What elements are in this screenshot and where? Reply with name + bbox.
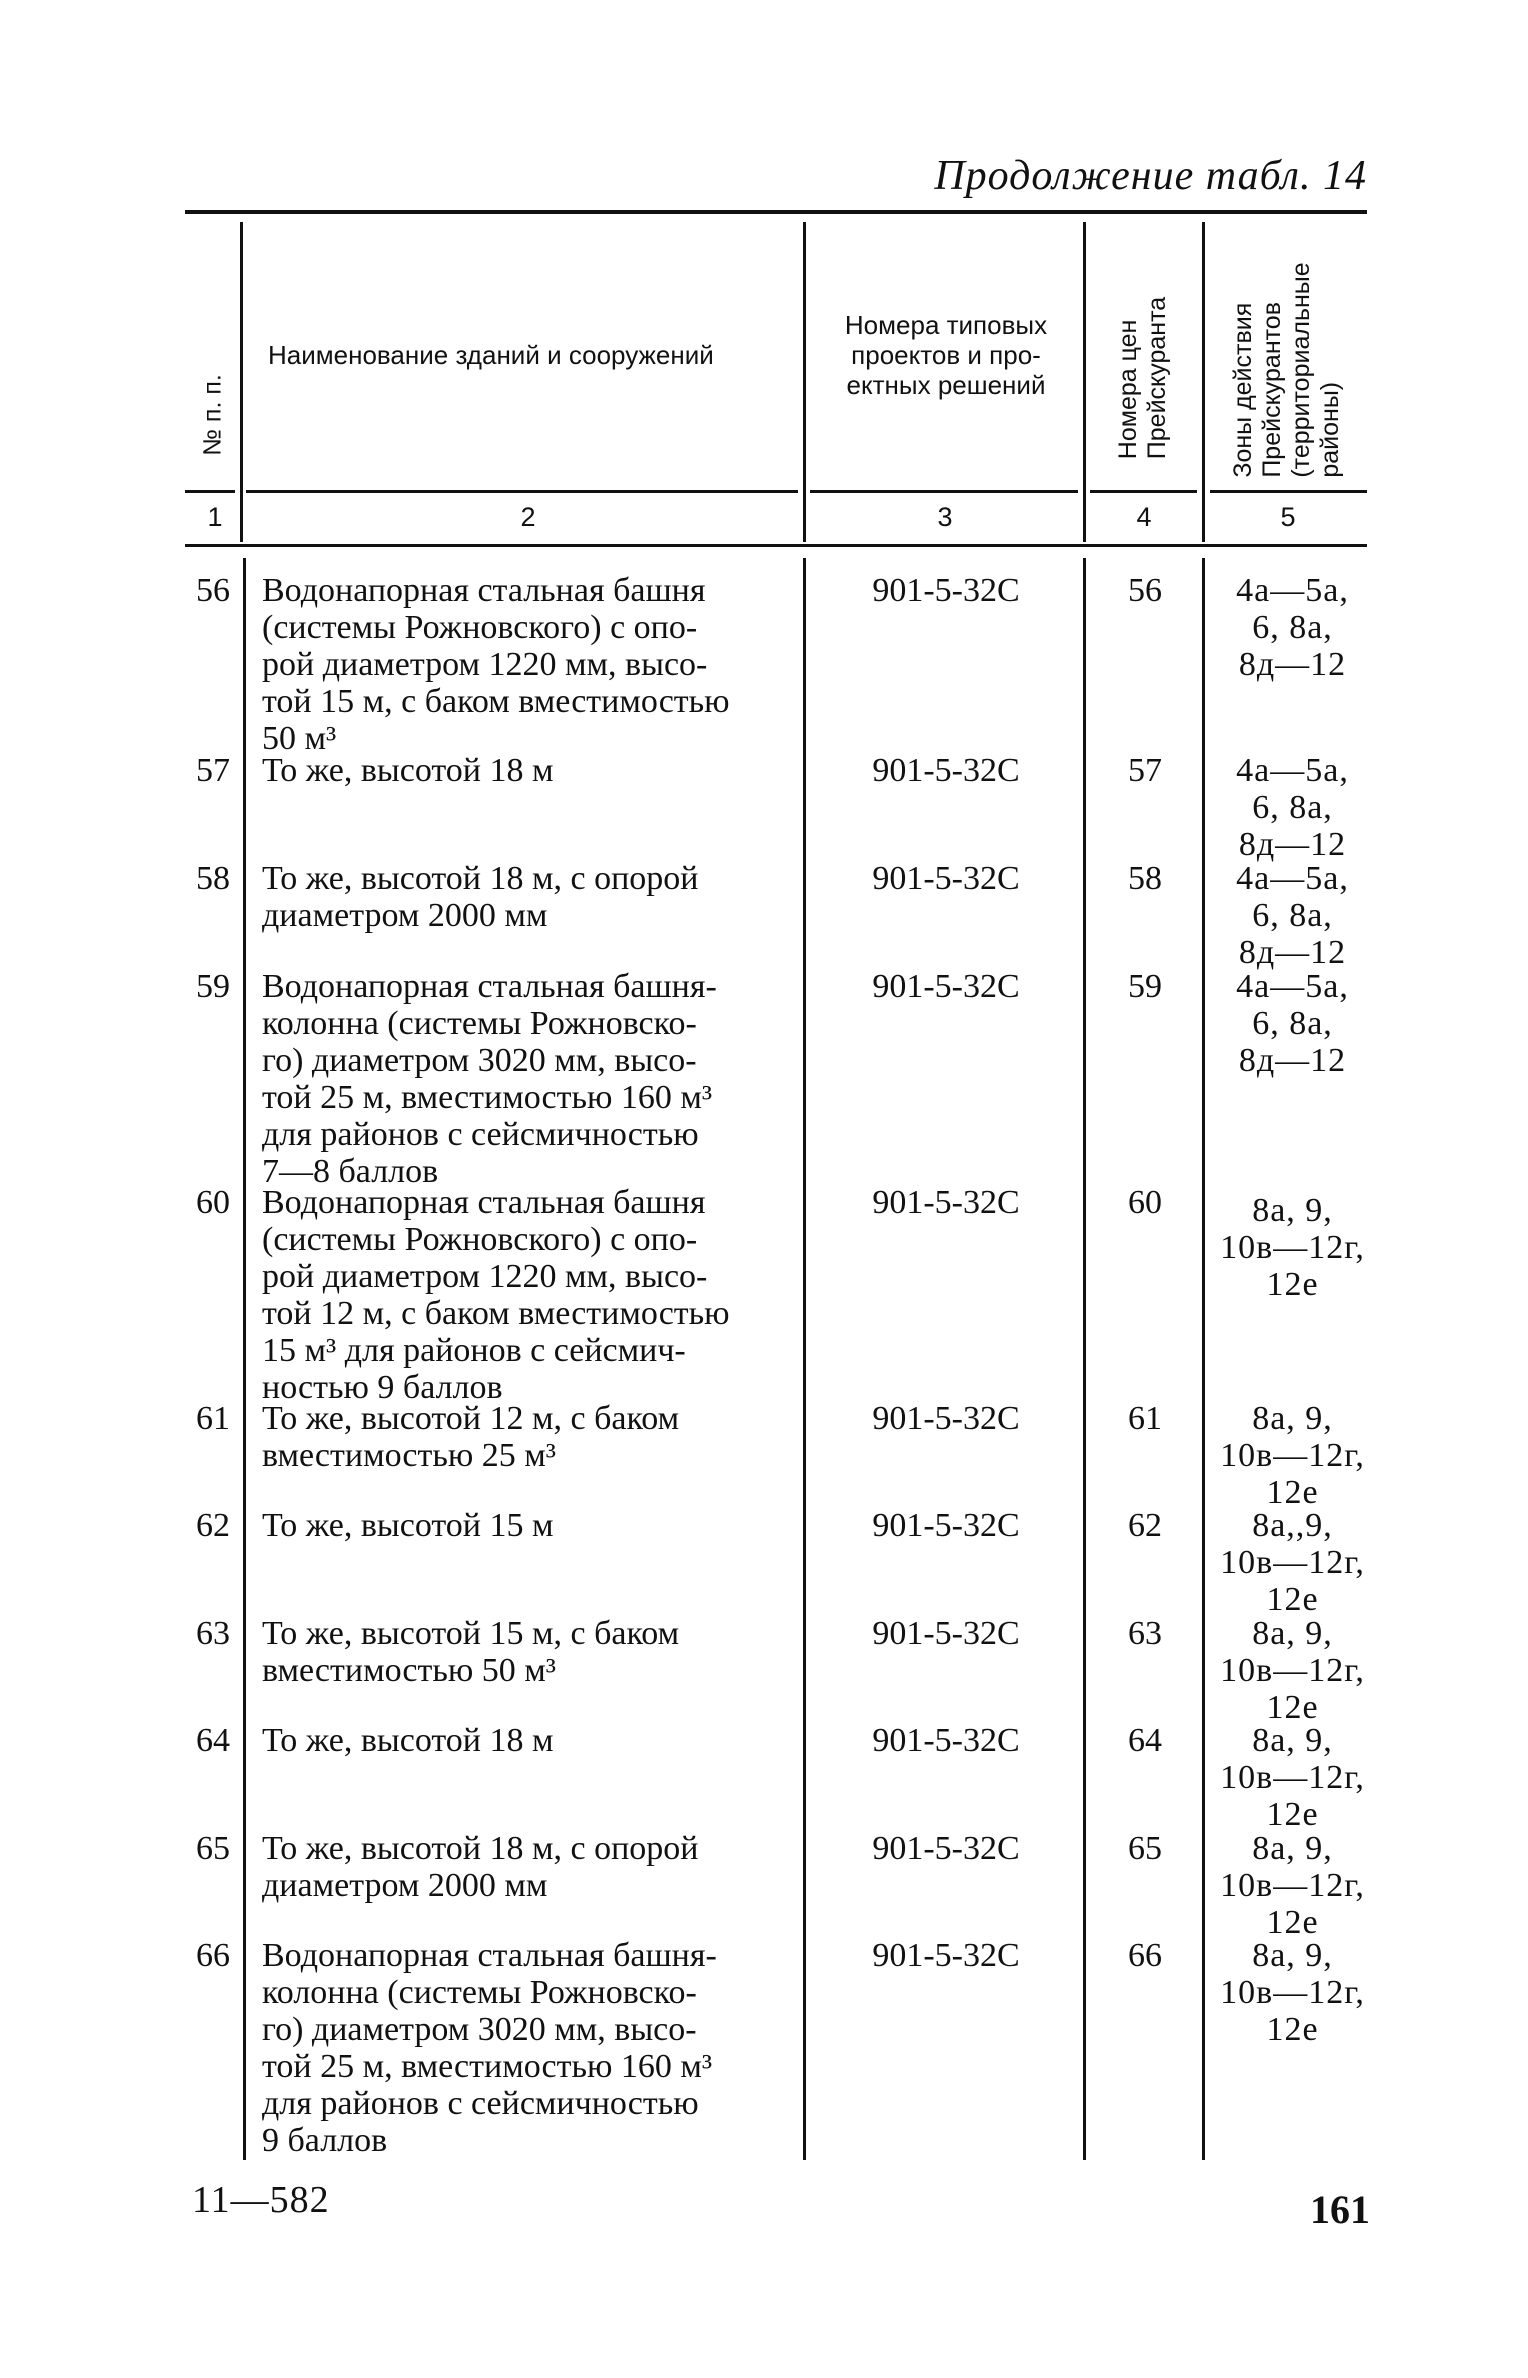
body-separator-1 [243, 558, 246, 2160]
building-name [262, 1937, 797, 2159]
price-number: 62 [1128, 1507, 1162, 1544]
building-name-line: То же, высотой 18 м [262, 752, 554, 789]
building-name [262, 572, 797, 757]
row-number: 61 [196, 1400, 230, 1437]
zone-line: 6, 8а, [1252, 897, 1333, 934]
row-number: 57 [196, 752, 230, 789]
building-name [262, 1615, 797, 1689]
building-name-line: той 25 м, вместимостью 160 м³ [262, 2048, 713, 2085]
header-col5-line: Зоны действия [1229, 302, 1257, 478]
price-number: 60 [1128, 1184, 1162, 1221]
header-bottom-rule [810, 490, 1078, 493]
zone-line: 12е [1266, 1904, 1319, 1941]
zone-line: 8д—12 [1238, 826, 1347, 863]
zone-line: 4а—5а, [1236, 572, 1349, 609]
zone-line: 10в—12г, [1220, 1437, 1365, 1474]
zone-line: 8д—12 [1238, 646, 1347, 683]
building-name-line: го) диаметром 3020 мм, высо- [262, 2011, 697, 2048]
zone-line: 8д—12 [1238, 1042, 1347, 1079]
price-number: 63 [1128, 1615, 1162, 1652]
header-col1: № п. п. [198, 374, 227, 456]
zone-line: 10в—12г, [1220, 1544, 1365, 1581]
building-name [262, 1830, 797, 1904]
building-name [262, 860, 797, 934]
zone-line: 8а, 9, [1252, 1400, 1333, 1437]
zone-line: 6, 8а, [1252, 1005, 1333, 1042]
price-number: 59 [1128, 968, 1162, 1005]
building-name-line: То же, высотой 18 м, с опорой [262, 1830, 699, 1867]
header-bottom-rule [185, 490, 235, 493]
header-col4-line: Прейскуранта [1143, 296, 1171, 460]
building-name-line: диаметром 2000 мм [262, 897, 548, 934]
zone-cell [1210, 968, 1375, 1079]
building-name [262, 1184, 797, 1406]
building-name [262, 1400, 797, 1474]
zone-cell [1210, 752, 1375, 863]
body-separator-4 [1202, 558, 1205, 2160]
zone-cell [1210, 1400, 1375, 1511]
project-code: 901-5-32С [872, 860, 1020, 897]
header-separator-3 [1083, 222, 1086, 542]
column-number: 1 [207, 502, 223, 532]
building-name-line: Водонапорная стальная башня- [262, 968, 717, 1005]
row-number: 65 [196, 1830, 230, 1867]
price-number: 61 [1128, 1400, 1162, 1437]
zone-cell [1210, 1615, 1375, 1726]
zone-cell [1210, 1722, 1375, 1833]
building-name-line: той 15 м, с баком вместимостью [262, 683, 730, 720]
building-name-line: рой диаметром 1220 мм, высо- [262, 646, 708, 683]
row-number: 62 [196, 1507, 230, 1544]
continuation-caption: Продолжение табл. 14 [934, 153, 1367, 199]
header-col5-line: (территориальные [1287, 262, 1315, 478]
header-col2: Наименование зданий и сооружений [268, 340, 714, 370]
column-number-rule [185, 544, 1367, 547]
project-code: 901-5-32С [872, 1615, 1020, 1652]
price-number: 64 [1128, 1722, 1162, 1759]
building-name-line: (системы Рожновского) с опо- [262, 609, 698, 646]
building-name-line: ностью 9 баллов [262, 1369, 503, 1406]
table-top-rule [185, 210, 1367, 214]
header-col5 [1229, 262, 1345, 477]
header-col3-line: проектов и про- [851, 340, 1041, 370]
building-name-line: То же, высотой 18 м [262, 1722, 554, 1759]
building-name-line: той 25 м, вместимостью 160 м³ [262, 1079, 713, 1116]
building-name-line: То же, высотой 12 м, с баком [262, 1400, 680, 1437]
header-col3 [812, 310, 1080, 400]
footer-print-code: 11—582 [192, 2179, 330, 2221]
building-name-line: 7—8 баллов [262, 1153, 439, 1190]
building-name [262, 968, 797, 1190]
zone-line: 4а—5а, [1236, 752, 1349, 789]
zone-line: 4а—5а, [1236, 860, 1349, 897]
header-bottom-rule [1210, 490, 1367, 493]
project-code: 901-5-32С [872, 1184, 1020, 1221]
column-number: 3 [937, 502, 953, 532]
zone-line: 6, 8а, [1252, 789, 1333, 826]
column-number: 4 [1136, 502, 1152, 532]
building-name-line: колонна (системы Рожновско- [262, 1974, 697, 2011]
column-number: 2 [520, 502, 536, 532]
header-col3-line: Номера типовых [844, 310, 1048, 340]
zone-line: 10в—12г, [1220, 1759, 1365, 1796]
row-number: 59 [196, 968, 230, 1005]
zone-line: 4а—5а, [1236, 968, 1349, 1005]
zone-cell [1210, 1937, 1375, 2048]
building-name [262, 1507, 797, 1544]
project-code: 901-5-32С [872, 1937, 1020, 1974]
building-name-line: То же, высотой 18 м, с опорой [262, 860, 699, 897]
zone-line: 8а, 9, [1252, 1830, 1333, 1867]
zone-line: 6, 8а, [1252, 609, 1333, 646]
price-number: 57 [1128, 752, 1162, 789]
zone-line: 12е [1266, 1266, 1319, 1303]
building-name-line: То же, высотой 15 м, с баком [262, 1615, 680, 1652]
building-name-line: 50 м³ [262, 720, 337, 757]
price-number: 56 [1128, 572, 1162, 609]
building-name-line: вместимостью 50 м³ [262, 1652, 556, 1689]
zone-line: 12е [1266, 2011, 1319, 2048]
zone-line: 12е [1266, 1581, 1319, 1618]
row-number: 58 [196, 860, 230, 897]
building-name-line: 9 баллов [262, 2122, 388, 2159]
building-name-line: для районов с сейсмичностью [262, 1116, 699, 1153]
building-name-line: го) диаметром 3020 мм, высо- [262, 1042, 697, 1079]
building-name [262, 752, 797, 789]
column-number: 5 [1280, 502, 1296, 532]
price-number: 58 [1128, 860, 1162, 897]
building-name-line: вместимостью 25 м³ [262, 1437, 556, 1474]
header-col4-line: Номера цен [1114, 319, 1142, 460]
building-name-line: Водонапорная стальная башня [262, 1184, 706, 1221]
zone-cell [1210, 1830, 1375, 1941]
body-separator-3 [1083, 558, 1086, 2160]
building-name-line: (системы Рожновского) с опо- [262, 1221, 698, 1258]
building-name-line: рой диаметром 1220 мм, высо- [262, 1258, 708, 1295]
row-number: 60 [196, 1184, 230, 1221]
row-number: 66 [196, 1937, 230, 1974]
row-number: 56 [196, 572, 230, 609]
zone-line: 12е [1266, 1474, 1319, 1511]
page-number: 161 [1310, 2187, 1370, 2232]
header-bottom-rule [1090, 490, 1197, 493]
building-name-line: колонна (системы Рожновско- [262, 1005, 697, 1042]
building-name-line: Водонапорная стальная башня- [262, 1937, 717, 1974]
zone-line: 10в—12г, [1220, 1229, 1365, 1266]
zone-line: 10в—12г, [1220, 1974, 1365, 2011]
building-name [262, 1722, 797, 1759]
header-col5-line: Прейскурантов [1258, 302, 1286, 478]
header-col4 [1114, 297, 1172, 459]
building-name-line: 15 м³ для районов с сейсмич- [262, 1332, 686, 1369]
body-separator-2 [803, 558, 806, 2160]
building-name-line: для районов с сейсмичностью [262, 2085, 699, 2122]
zone-line: 10в—12г, [1220, 1652, 1365, 1689]
header-separator-2 [803, 222, 806, 542]
zone-cell [1210, 1184, 1375, 1303]
zone-line: 8а, 9, [1252, 1615, 1333, 1652]
header-separator-4 [1202, 222, 1205, 542]
project-code: 901-5-32С [872, 968, 1020, 1005]
zone-cell [1210, 572, 1375, 683]
header-col3-line: ектных решений [846, 370, 1046, 400]
zone-line: 8а, 9, [1252, 1192, 1333, 1229]
zone-line: 8а, 9, [1252, 1722, 1333, 1759]
project-code: 901-5-32С [872, 572, 1020, 609]
project-code: 901-5-32С [872, 1507, 1020, 1544]
row-number: 64 [196, 1722, 230, 1759]
zone-line: 12е [1266, 1796, 1319, 1833]
header-separator-1 [240, 222, 243, 542]
price-number: 65 [1128, 1830, 1162, 1867]
zone-line: 8а,,9, [1252, 1507, 1333, 1544]
zone-line: 8а, 9, [1252, 1937, 1333, 1974]
building-name-line: Водонапорная стальная башня [262, 572, 706, 609]
project-code: 901-5-32С [872, 1400, 1020, 1437]
building-name-line: То же, высотой 15 м [262, 1507, 554, 1544]
zone-cell [1210, 1507, 1375, 1618]
project-code: 901-5-32С [872, 1722, 1020, 1759]
project-code: 901-5-32С [872, 752, 1020, 789]
header-bottom-rule [246, 490, 798, 493]
project-code: 901-5-32С [872, 1830, 1020, 1867]
zone-line: 8д—12 [1238, 934, 1347, 971]
building-name-line: диаметром 2000 мм [262, 1867, 548, 1904]
price-number: 66 [1128, 1937, 1162, 1974]
row-number: 63 [196, 1615, 230, 1652]
header-col5-line: районы) [1316, 381, 1344, 478]
building-name-line: той 12 м, с баком вместимостью [262, 1295, 730, 1332]
zone-cell [1210, 860, 1375, 971]
zone-line: 10в—12г, [1220, 1867, 1365, 1904]
zone-line: 12е [1266, 1689, 1319, 1726]
